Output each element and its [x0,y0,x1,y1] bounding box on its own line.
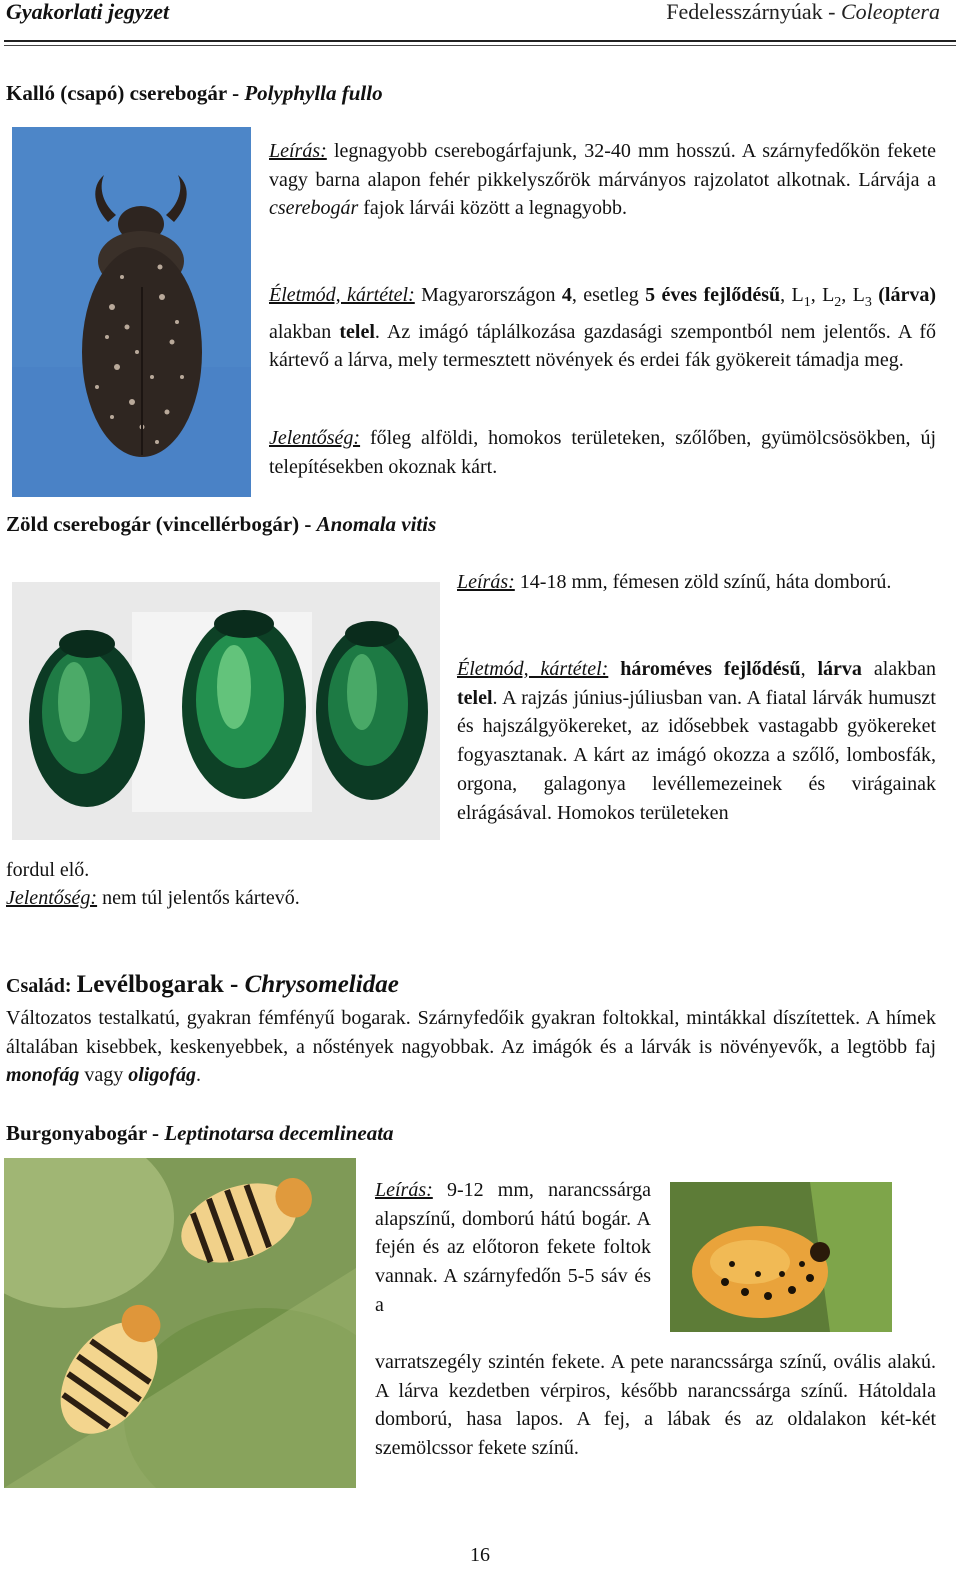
beetle-illustration [12,127,251,497]
running-header-title: Gyakorlati jegyzet [6,0,170,24]
page-number: 16 [470,1544,490,1566]
photo-leptinotarsa-larva [670,1182,892,1332]
photo-polyphylla-fullo [12,127,251,497]
species-title-polyphylla: Kalló (csapó) cserebogár - Polyphylla fullo [6,81,383,105]
polyphylla-lifestyle: Életmód, kártétel: Magyarországon 4, esetleg 5 éves fejlődésű, $L_1$, $L_2$, $L_3$ (lárva) alakban telel. Az imágó táplálkozása gazdasági szempontból nem jelentős. A fő kártevő a lárva, mely termesztett növények és erdei fák gyökereit támadja meg. [269,284,937,372]
potato-beetles-illustration [4,1158,356,1488]
larva-illustration [670,1182,892,1332]
anomala-lifestyle-continued: fordul elő. [6,859,90,881]
family-description: Változatos testalkatú, gyakran fémfényű bogarak. Szárnyfedőik gyakran foltokkal, mintákkal díszítettek. A hímek általában kisebbek, keskenyebbek, a nőstények nagyobbak. Az imágók és a lárvák is növényevők, a legtöbb faj monofág vagy oligofág. [6,1007,936,1087]
anomala-significance: Jelentőség: nem túl jelentős kártevő. [6,887,300,909]
species-title-anomala: Zöld cserebogár (vincellérbogár) - Anomala vitis [6,512,437,536]
anomala-description: Leírás: 14-18 mm, fémesen zöld színű, háta domború. [457,571,892,593]
running-header-section: Fedelesszárnyúak - Coleoptera [666,0,940,24]
header-rule [4,40,956,42]
family-heading: Család: Levélbogarak - Chrysomelidae [6,971,399,998]
photo-anomala-vitis [12,582,440,840]
polyphylla-significance: Jelentőség: főleg alföldi, homokos területeken, szőlőben, gyümölcsösökben, új telepítésekben okoznak kárt. [269,427,936,478]
green-beetles-illustration [12,582,440,840]
leptinotarsa-description-continued: varratszegély szintén fekete. A pete narancssárga színű, ovális alakú. A lárva kezdetben vérpiros, később narancssárga színű. Hátoldala domború, hasa lapos. A fej, a lábak és az oldalakon két-két szemölcssor fekete színű. [375,1351,936,1460]
header-rule-thin [4,45,956,46]
polyphylla-description: Leírás: legnagyobb cserebogárfajunk, 32-40 mm hosszú. A szárnyfedőkön fekete vagy barna alapon fehér pikkelyszőrök márványos rajzolatot alkotnak. Lárvája a cserebogár fajok lárvái között a legnagyobb. [269,140,936,220]
anomala-lifestyle: Életmód, kártétel: hároméves fejlődésű, lárva alakban telel. A rajzás június-júliusban van. A fiatal lárvák humuszt és hajszálgyökereket, az idősebbek vastagabb gyökereket fogyasztanak. A kárt az imágó okozza a szőlő, lombosfák, orgona, galagonya levéllemezeinek és virágainak elrágásával. Homokos területeken [457,658,937,824]
photo-leptinotarsa-adults [4,1158,356,1488]
species-title-leptinotarsa: Burgonyabogár - Leptinotarsa decemlineata [6,1121,394,1145]
leptinotarsa-description: Leírás: 9-12 mm, narancssárga alapszínű, domború hátú bogár. A fején és az előtoron fekete foltok vannak. A szárnyfedőn 5-5 sáv és a [375,1179,651,1316]
